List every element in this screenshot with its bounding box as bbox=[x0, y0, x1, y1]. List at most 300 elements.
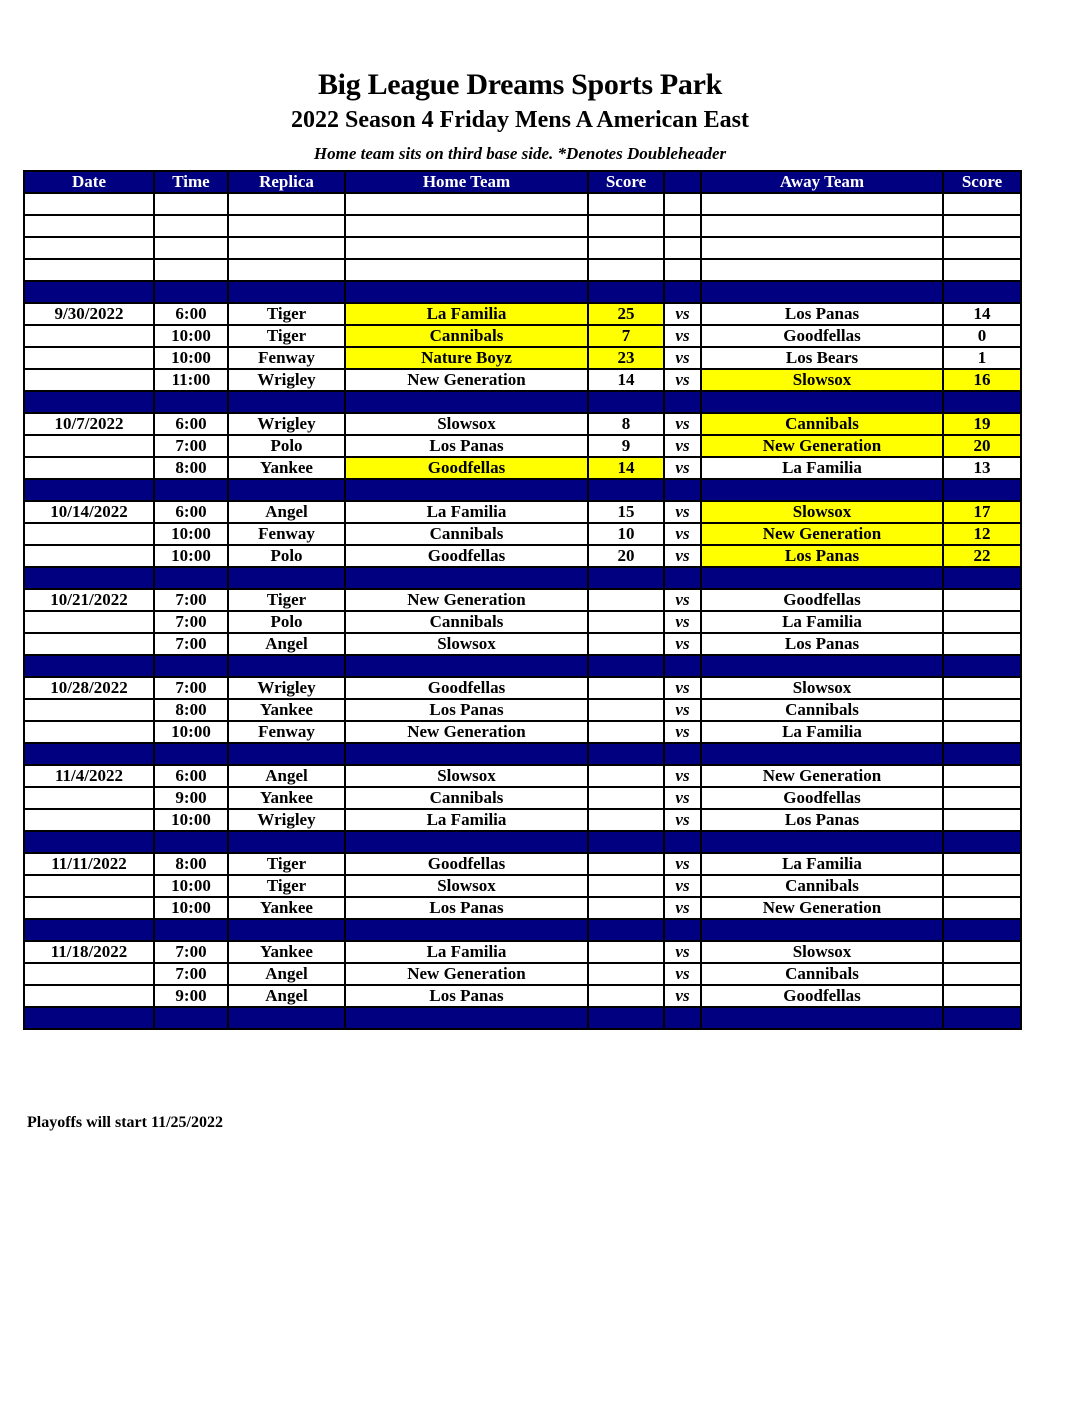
home-score bbox=[588, 787, 664, 809]
home-score bbox=[588, 765, 664, 787]
away-score: 12 bbox=[943, 523, 1021, 545]
game-time: 7:00 bbox=[154, 963, 228, 985]
game-row bbox=[24, 347, 1021, 369]
blank-cell bbox=[345, 237, 588, 259]
separator-cell bbox=[154, 281, 228, 303]
game-date bbox=[24, 787, 154, 809]
separator-cell bbox=[664, 567, 701, 589]
game-field: Yankee bbox=[228, 941, 345, 963]
away-score bbox=[943, 589, 1021, 611]
separator-cell bbox=[588, 281, 664, 303]
away-score: 22 bbox=[943, 545, 1021, 567]
vs-label: vs bbox=[664, 985, 701, 1007]
separator-cell bbox=[588, 919, 664, 941]
separator-cell bbox=[701, 567, 943, 589]
home-team: Goodfellas bbox=[345, 677, 588, 699]
game-date: 10/14/2022 bbox=[24, 501, 154, 523]
separator-cell bbox=[943, 281, 1021, 303]
game-row bbox=[24, 523, 1021, 545]
home-score: 25 bbox=[588, 303, 664, 325]
separator-cell bbox=[228, 743, 345, 765]
separator-row bbox=[24, 831, 1021, 853]
blank-cell bbox=[588, 259, 664, 281]
vs-label: vs bbox=[664, 303, 701, 325]
away-score bbox=[943, 787, 1021, 809]
blank-row bbox=[24, 259, 1021, 281]
separator-cell bbox=[228, 655, 345, 677]
separator-row bbox=[24, 919, 1021, 941]
game-date bbox=[24, 633, 154, 655]
game-field: Wrigley bbox=[228, 809, 345, 831]
separator-cell bbox=[701, 655, 943, 677]
game-time: 6:00 bbox=[154, 501, 228, 523]
home-team: Cannibals bbox=[345, 325, 588, 347]
separator-cell bbox=[701, 479, 943, 501]
vs-label: vs bbox=[664, 589, 701, 611]
blank-cell bbox=[228, 215, 345, 237]
separator-cell bbox=[588, 479, 664, 501]
game-time: 7:00 bbox=[154, 941, 228, 963]
separator-cell bbox=[154, 391, 228, 413]
separator-cell bbox=[943, 655, 1021, 677]
home-team: Cannibals bbox=[345, 611, 588, 633]
game-row bbox=[24, 699, 1021, 721]
away-team: La Familia bbox=[701, 853, 943, 875]
blank-cell bbox=[24, 193, 154, 215]
home-score bbox=[588, 875, 664, 897]
game-time: 11:00 bbox=[154, 369, 228, 391]
home-team: New Generation bbox=[345, 589, 588, 611]
col-vs-header bbox=[664, 171, 701, 193]
game-row bbox=[24, 875, 1021, 897]
away-score: 14 bbox=[943, 303, 1021, 325]
home-score bbox=[588, 985, 664, 1007]
separator-cell bbox=[943, 831, 1021, 853]
game-field: Yankee bbox=[228, 699, 345, 721]
away-score bbox=[943, 985, 1021, 1007]
game-field: Fenway bbox=[228, 721, 345, 743]
col-home-team-header: Home Team bbox=[345, 171, 588, 193]
game-time: 10:00 bbox=[154, 875, 228, 897]
game-row bbox=[24, 721, 1021, 743]
blank-cell bbox=[701, 259, 943, 281]
vs-label: vs bbox=[664, 721, 701, 743]
away-team: Slowsox bbox=[701, 941, 943, 963]
separator-cell bbox=[664, 281, 701, 303]
home-score: 9 bbox=[588, 435, 664, 457]
away-score bbox=[943, 633, 1021, 655]
home-score: 14 bbox=[588, 457, 664, 479]
game-date: 9/30/2022 bbox=[24, 303, 154, 325]
blank-row bbox=[24, 215, 1021, 237]
blank-row bbox=[24, 237, 1021, 259]
game-row bbox=[24, 677, 1021, 699]
away-team: Cannibals bbox=[701, 699, 943, 721]
separator-row bbox=[24, 567, 1021, 589]
separator-row bbox=[24, 1007, 1021, 1029]
game-row bbox=[24, 369, 1021, 391]
blank-cell bbox=[701, 215, 943, 237]
page-title: Big League Dreams Sports Park bbox=[317, 68, 723, 101]
separator-cell bbox=[154, 567, 228, 589]
game-field: Fenway bbox=[228, 523, 345, 545]
game-row bbox=[24, 303, 1021, 325]
game-time: 6:00 bbox=[154, 303, 228, 325]
game-date: 11/4/2022 bbox=[24, 765, 154, 787]
game-row bbox=[24, 501, 1021, 523]
away-team: Goodfellas bbox=[701, 589, 943, 611]
home-score: 10 bbox=[588, 523, 664, 545]
away-score: 1 bbox=[943, 347, 1021, 369]
home-team: Slowsox bbox=[345, 765, 588, 787]
vs-label: vs bbox=[664, 809, 701, 831]
separator-cell bbox=[345, 919, 588, 941]
separator-cell bbox=[228, 831, 345, 853]
away-score: 17 bbox=[943, 501, 1021, 523]
separator-cell bbox=[154, 919, 228, 941]
blank-cell bbox=[24, 259, 154, 281]
schedule-body bbox=[24, 193, 1021, 1029]
separator-cell bbox=[943, 919, 1021, 941]
separator-cell bbox=[701, 1007, 943, 1029]
game-time: 7:00 bbox=[154, 633, 228, 655]
blank-cell bbox=[943, 237, 1021, 259]
blank-cell bbox=[154, 193, 228, 215]
blank-cell bbox=[701, 237, 943, 259]
away-score bbox=[943, 699, 1021, 721]
away-team: New Generation bbox=[701, 765, 943, 787]
separator-cell bbox=[24, 281, 154, 303]
away-score: 16 bbox=[943, 369, 1021, 391]
away-score: 0 bbox=[943, 325, 1021, 347]
game-date bbox=[24, 985, 154, 1007]
game-field: Yankee bbox=[228, 457, 345, 479]
away-team: Goodfellas bbox=[701, 985, 943, 1007]
separator-cell bbox=[345, 281, 588, 303]
game-date: 10/21/2022 bbox=[24, 589, 154, 611]
home-score: 7 bbox=[588, 325, 664, 347]
vs-label: vs bbox=[664, 699, 701, 721]
home-team: New Generation bbox=[345, 963, 588, 985]
home-score: 15 bbox=[588, 501, 664, 523]
game-row bbox=[24, 985, 1021, 1007]
away-team: Slowsox bbox=[701, 501, 943, 523]
home-score bbox=[588, 721, 664, 743]
game-date bbox=[24, 699, 154, 721]
away-team: Cannibals bbox=[701, 413, 943, 435]
separator-cell bbox=[943, 567, 1021, 589]
separator-cell bbox=[345, 391, 588, 413]
blank-cell bbox=[664, 259, 701, 281]
vs-label: vs bbox=[664, 457, 701, 479]
game-time: 9:00 bbox=[154, 985, 228, 1007]
separator-cell bbox=[664, 479, 701, 501]
home-team: Goodfellas bbox=[345, 457, 588, 479]
game-date bbox=[24, 523, 154, 545]
home-team: Los Panas bbox=[345, 699, 588, 721]
game-row bbox=[24, 413, 1021, 435]
away-team: Los Panas bbox=[701, 545, 943, 567]
game-time: 9:00 bbox=[154, 787, 228, 809]
game-row bbox=[24, 963, 1021, 985]
game-field: Wrigley bbox=[228, 677, 345, 699]
vs-label: vs bbox=[664, 611, 701, 633]
home-team: La Familia bbox=[345, 303, 588, 325]
separator-row bbox=[24, 655, 1021, 677]
away-team: Los Panas bbox=[701, 303, 943, 325]
separator-cell bbox=[228, 567, 345, 589]
game-date bbox=[24, 435, 154, 457]
game-row bbox=[24, 611, 1021, 633]
separator-cell bbox=[345, 567, 588, 589]
separator-cell bbox=[345, 479, 588, 501]
game-field: Tiger bbox=[228, 325, 345, 347]
vs-label: vs bbox=[664, 413, 701, 435]
home-score: 14 bbox=[588, 369, 664, 391]
game-date bbox=[24, 545, 154, 567]
separator-cell bbox=[228, 1007, 345, 1029]
separator-row bbox=[24, 281, 1021, 303]
game-time: 10:00 bbox=[154, 325, 228, 347]
game-field: Tiger bbox=[228, 589, 345, 611]
away-team: Cannibals bbox=[701, 963, 943, 985]
separator-cell bbox=[24, 743, 154, 765]
vs-label: vs bbox=[664, 347, 701, 369]
away-team: New Generation bbox=[701, 897, 943, 919]
away-team: Los Bears bbox=[701, 347, 943, 369]
vs-label: vs bbox=[664, 545, 701, 567]
separator-cell bbox=[943, 1007, 1021, 1029]
separator-cell bbox=[345, 831, 588, 853]
separator-cell bbox=[345, 655, 588, 677]
away-score: 19 bbox=[943, 413, 1021, 435]
separator-cell bbox=[664, 1007, 701, 1029]
game-time: 8:00 bbox=[154, 699, 228, 721]
home-team: La Familia bbox=[345, 501, 588, 523]
separator-cell bbox=[943, 743, 1021, 765]
away-team: New Generation bbox=[701, 435, 943, 457]
game-time: 7:00 bbox=[154, 677, 228, 699]
away-score bbox=[943, 765, 1021, 787]
game-field: Angel bbox=[228, 633, 345, 655]
header-row bbox=[24, 171, 1021, 193]
away-score bbox=[943, 611, 1021, 633]
separator-row bbox=[24, 391, 1021, 413]
home-score: 23 bbox=[588, 347, 664, 369]
game-time: 10:00 bbox=[154, 809, 228, 831]
vs-label: vs bbox=[664, 787, 701, 809]
game-date: 11/18/2022 bbox=[24, 941, 154, 963]
game-row bbox=[24, 897, 1021, 919]
game-field: Wrigley bbox=[228, 413, 345, 435]
game-field: Tiger bbox=[228, 853, 345, 875]
game-row bbox=[24, 787, 1021, 809]
home-team: Cannibals bbox=[345, 787, 588, 809]
schedule-table bbox=[23, 170, 1022, 1030]
game-time: 6:00 bbox=[154, 765, 228, 787]
game-date: 11/11/2022 bbox=[24, 853, 154, 875]
home-team: La Familia bbox=[345, 809, 588, 831]
away-team: Los Panas bbox=[701, 633, 943, 655]
separator-cell bbox=[943, 391, 1021, 413]
separator-cell bbox=[701, 831, 943, 853]
separator-cell bbox=[588, 1007, 664, 1029]
game-field: Fenway bbox=[228, 347, 345, 369]
home-score bbox=[588, 809, 664, 831]
separator-row bbox=[24, 479, 1021, 501]
home-score bbox=[588, 677, 664, 699]
separator-cell bbox=[701, 919, 943, 941]
game-field: Polo bbox=[228, 435, 345, 457]
home-score bbox=[588, 941, 664, 963]
separator-cell bbox=[588, 743, 664, 765]
separator-cell bbox=[664, 831, 701, 853]
separator-cell bbox=[24, 831, 154, 853]
away-score bbox=[943, 941, 1021, 963]
vs-label: vs bbox=[664, 369, 701, 391]
game-row bbox=[24, 325, 1021, 347]
game-row bbox=[24, 435, 1021, 457]
vs-label: vs bbox=[664, 633, 701, 655]
separator-cell bbox=[228, 479, 345, 501]
separator-cell bbox=[24, 1007, 154, 1029]
away-score bbox=[943, 853, 1021, 875]
col-away-score-header: Score bbox=[943, 171, 1021, 193]
away-team: Slowsox bbox=[701, 369, 943, 391]
vs-label: vs bbox=[664, 501, 701, 523]
vs-label: vs bbox=[664, 765, 701, 787]
blank-cell bbox=[154, 259, 228, 281]
vs-label: vs bbox=[664, 853, 701, 875]
game-field: Angel bbox=[228, 765, 345, 787]
game-field: Polo bbox=[228, 545, 345, 567]
home-team: Nature Boyz bbox=[345, 347, 588, 369]
game-field: Tiger bbox=[228, 303, 345, 325]
separator-cell bbox=[228, 281, 345, 303]
page-subtitle: 2022 Season 4 Friday Mens A American East bbox=[290, 107, 749, 133]
separator-cell bbox=[228, 391, 345, 413]
blank-cell bbox=[24, 215, 154, 237]
blank-cell bbox=[664, 193, 701, 215]
blank-row bbox=[24, 193, 1021, 215]
separator-cell bbox=[664, 919, 701, 941]
separator-cell bbox=[588, 391, 664, 413]
col-away-team-header: Away Team bbox=[701, 171, 943, 193]
game-time: 7:00 bbox=[154, 435, 228, 457]
game-field: Angel bbox=[228, 963, 345, 985]
vs-label: vs bbox=[664, 435, 701, 457]
game-date: 10/28/2022 bbox=[24, 677, 154, 699]
game-date bbox=[24, 721, 154, 743]
game-field: Angel bbox=[228, 985, 345, 1007]
game-time: 7:00 bbox=[154, 611, 228, 633]
separator-cell bbox=[701, 743, 943, 765]
separator-cell bbox=[664, 655, 701, 677]
game-time: 6:00 bbox=[154, 413, 228, 435]
game-time: 8:00 bbox=[154, 457, 228, 479]
away-team: La Familia bbox=[701, 611, 943, 633]
col-home-score-header: Score bbox=[588, 171, 664, 193]
blank-cell bbox=[588, 237, 664, 259]
separator-cell bbox=[345, 743, 588, 765]
home-team: Los Panas bbox=[345, 435, 588, 457]
separator-cell bbox=[154, 655, 228, 677]
blank-cell bbox=[664, 237, 701, 259]
home-score bbox=[588, 853, 664, 875]
col-time-header: Time bbox=[154, 171, 228, 193]
game-time: 10:00 bbox=[154, 897, 228, 919]
separator-cell bbox=[943, 479, 1021, 501]
home-score: 20 bbox=[588, 545, 664, 567]
schedule-note: Home team sits on third base side. *Denotes Doubleheader bbox=[313, 144, 727, 163]
away-team: New Generation bbox=[701, 523, 943, 545]
game-date bbox=[24, 897, 154, 919]
game-field: Yankee bbox=[228, 787, 345, 809]
game-date: 10/7/2022 bbox=[24, 413, 154, 435]
game-time: 8:00 bbox=[154, 853, 228, 875]
home-team: Slowsox bbox=[345, 633, 588, 655]
separator-cell bbox=[154, 479, 228, 501]
blank-cell bbox=[345, 259, 588, 281]
blank-cell bbox=[345, 193, 588, 215]
vs-label: vs bbox=[664, 523, 701, 545]
separator-cell bbox=[154, 831, 228, 853]
blank-cell bbox=[664, 215, 701, 237]
blank-cell bbox=[345, 215, 588, 237]
game-date bbox=[24, 457, 154, 479]
game-date bbox=[24, 369, 154, 391]
home-team: New Generation bbox=[345, 721, 588, 743]
vs-label: vs bbox=[664, 677, 701, 699]
game-field: Wrigley bbox=[228, 369, 345, 391]
away-team: Slowsox bbox=[701, 677, 943, 699]
game-time: 7:00 bbox=[154, 589, 228, 611]
game-date bbox=[24, 325, 154, 347]
blank-cell bbox=[154, 237, 228, 259]
home-score bbox=[588, 963, 664, 985]
game-time: 10:00 bbox=[154, 523, 228, 545]
separator-cell bbox=[345, 1007, 588, 1029]
playoffs-note: Playoffs will start 11/25/2022 bbox=[27, 1114, 223, 1131]
home-score bbox=[588, 897, 664, 919]
game-date bbox=[24, 875, 154, 897]
game-field: Tiger bbox=[228, 875, 345, 897]
separator-cell bbox=[664, 743, 701, 765]
vs-label: vs bbox=[664, 941, 701, 963]
blank-cell bbox=[588, 215, 664, 237]
separator-cell bbox=[24, 919, 154, 941]
home-score: 8 bbox=[588, 413, 664, 435]
home-team: New Generation bbox=[345, 369, 588, 391]
away-score bbox=[943, 963, 1021, 985]
home-team: La Familia bbox=[345, 941, 588, 963]
blank-cell bbox=[24, 237, 154, 259]
blank-cell bbox=[943, 193, 1021, 215]
separator-cell bbox=[588, 831, 664, 853]
home-team: Slowsox bbox=[345, 413, 588, 435]
home-team: Los Panas bbox=[345, 985, 588, 1007]
vs-label: vs bbox=[664, 897, 701, 919]
game-date bbox=[24, 347, 154, 369]
game-row bbox=[24, 765, 1021, 787]
away-team: La Familia bbox=[701, 721, 943, 743]
vs-label: vs bbox=[664, 875, 701, 897]
vs-label: vs bbox=[664, 325, 701, 347]
game-row bbox=[24, 809, 1021, 831]
away-score: 20 bbox=[943, 435, 1021, 457]
separator-cell bbox=[24, 655, 154, 677]
blank-cell bbox=[588, 193, 664, 215]
